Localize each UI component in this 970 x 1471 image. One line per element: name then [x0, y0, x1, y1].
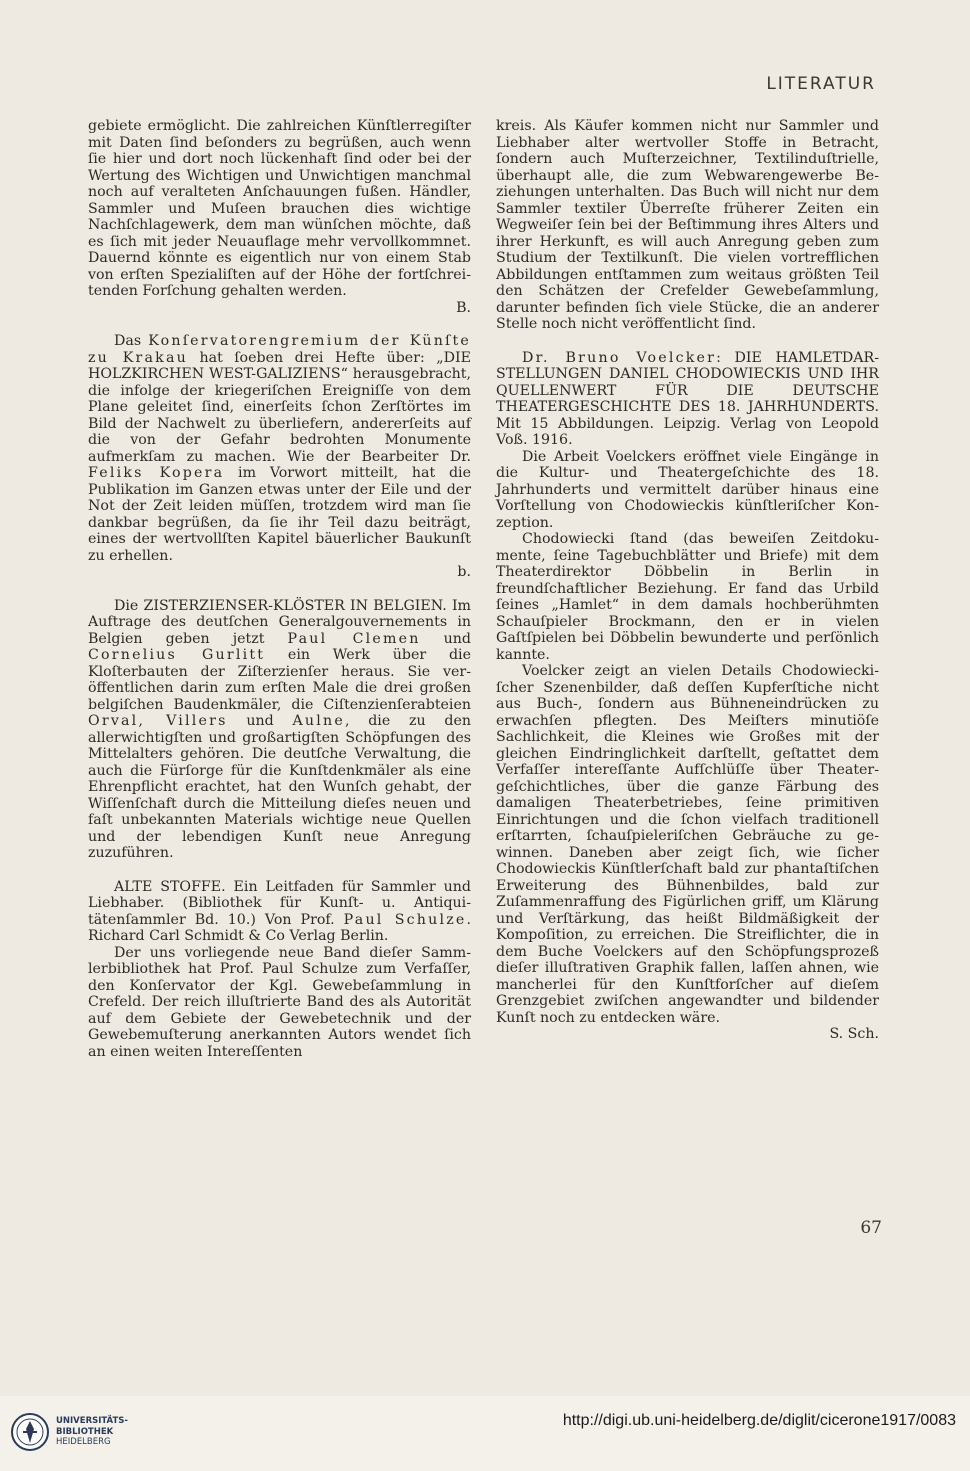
running-title: LITERATUR [766, 74, 876, 94]
paragraph-alte-stoffe-title: ALTE STOFFE. Ein Leitfaden für Sammler und Liebhaber. (Bibliothek für Kunſt- u. Antiquitätenſammler Bd. 10.) Von Prof. Paul Schulze. Richard Carl Schmidt & Co Verlag Berlin. [88, 878, 471, 944]
left-column [88, 118, 471, 1060]
signature-s-sch: S. Sch. [829, 1026, 879, 1042]
spaced-author-clemen: Paul Clemen [287, 630, 421, 647]
spaced-author-voelcker: Dr. Bruno Voelcker [522, 349, 717, 366]
source-url-link[interactable]: http://digi.ub.uni-heidelberg.de/diglit/cicerone1917/0083 [562, 1412, 956, 1429]
paragraph-kuenstlerregister: gebiete ermöglicht. Die zahlreichen Künſtlerregiſter mit Daten ſind beſonders zu begrüßen, auch wenn ſie hier und dort noch lückenhaft ſind oder bei der Wertung des Wichtigen und Unwichtigen manchmal noch auf veralteten Anſchauungen fußen. Händler, Sammler und Muſeen brauchen dies wichtige Nachſchlagewerk, dem man wünſchen möchte, daß es ſich mit jeder Neuauflage mehr vervollkommnet. Dauernd könnte es eigentlich nur von einem Stab von erſten Spezialiſten auf der Höhe der fortſchreitenden Forſchung gehalten werden. [88, 118, 471, 299]
paragraph-zisterzienser: Die ZISTERZIENSER-KLÖSTER IN BELGIEN. Im Auftrage des deutſchen Generalgouvernements in Belgien geben jetzt Paul Clemen und Cornelius Gurlitt ein Werk über die Kloſterbauten der Ziſterzienſer heraus. Sie veröffentlichen darin zum erſten Male die drei großen belgiſchen Baudenkmäler, die Ciſtenzienſerabteien Orval, Villers und Aulne, die zu den allerwichtigſten und großartigſten Schöpfungen des Mittelalters gehören. Die deutſche Verwaltung, die auch die Fürſorge für die Kunſtdenkmäler als eine Ehrenpflicht erachtet, hat den Wunſch gehabt, der Wiſſenſchaft durch die Mitteilung dieſes neuen und faſt unbekannten Materials wichtige neue Quellen und der lebendigen Kunſt neue Anregung zuzuführen. [88, 597, 472, 861]
paragraph-hamlet-title: Dr. Bruno Voelcker: DIE HAMLETDARSTELLUNGEN DANIEL CHODOWIECKIS UND IHR QUELLENWERT FÜR DIE DEUTSCHE THEATERGESCHICHTE DES 18. JAHRHUNDERTS. Mit 15 Abbildungen. Leipzig. Verlag von Leopold Voß. 1916. [496, 349, 880, 448]
institution-line-2: BIBLIOTHEK [56, 1426, 114, 1437]
paragraph-voelcker-intro: Die Arbeit Voelckers eröffnet viele Eingänge in die Kultur- und Theatergeſchichte des 18. Jahrhunderts und vermittelt darüber hinaus eine Vorſtellung von Chodowieckis künſtleriſcher Konzeption. [496, 448, 879, 531]
paragraph-voelcker-details: Voelcker zeigt an vielen Details Chodowieckiſcher Szenenbilder, daß deſſen Kupferſtiche nicht aus Buch-, ſondern aus Bühneneindrücken zu erwachſen pflegten. Des Meiſters minutiöſe Sachlichkeit, die Kleines wie Großes mit der gleichen Eindringlichkeit darſtellt, geſtattet dem Verfaſſer intereſſante Aufſchlüſſe über Theatergeſchichtliches, über die ganze Färbung des damaligen Theaterbetriebes, ſeine primitiven Einrichtungen und die ſchon vielfach traditionell erſtarrten, ſchauſpieleriſchen Gebräuche zu gewinnen. Daneben aber zeigt ſich, wie ſicher Chodowieckis Künſtlerſchaft bald zur phantaſtiſchen Erweiterung des Bühnenbildes, bald zur Zuſammenraffung des Figürlichen griff, um Klärung und Verſtärkung, das heißt Bildmäßigkeit der Kompoſition, zu erreichen. Die Streiflichter, die in dem Buche Voelckers auf den Schöpfungsprozeß dieſer illuſtrativen Graphik fallen, laſſen ahnen, wie mancherlei für den Kunſtforſcher auf dieſem Grenzgebiet zwiſchen angewandter und bildender Kunſt noch zu entdecken wäre. [496, 663, 879, 1026]
institution-name [56, 1416, 128, 1448]
paragraph-chodowiecki-doebbelin: Chodowiecki ſtand (das beweiſen Zeitdokumente, ſeine Tagebuchblätter und Briefe) mit dem Theaterdirektor Döbbelin in Berlin in freundſchaftlicher Beziehung. Er fand das Urbild ſeines „Hamlet“ in dem damals hochberühmten Schauſpieler Brockmann, den er in vielen Gaſtſpielen bei Döbbelin bewunderte und perſönlich kannte. [496, 531, 879, 663]
right-column [496, 118, 879, 1043]
spaced-organization: Konſervatorengremium der Künſte zu Krakau [88, 333, 471, 366]
spaced-author-gurlitt: Cornelius Gurlitt [88, 647, 266, 663]
signature-b-upper: B. [456, 299, 471, 316]
institution-line-1: UNIVERSITÄTS- [56, 1416, 128, 1426]
signature-b-lower: b. [457, 564, 471, 580]
page-number: 67 [860, 1218, 882, 1238]
spaced-abbey-aulne: Aulne [292, 713, 345, 729]
paragraph-holzkirchen: Das Konſervatorengremium der Künſte zu Krakau hat ſoeben drei Hefte über: „DIE HOLZKIRCHEN WEST-GALIZIENS“ herausgebracht, die infolge der kriegeriſchen Ereigniſſe von dem Plane geleitet ſind, einerſeits ſchon Zerſtörtes im Bild der Nachwelt zu überliefern, andererſeits auf die von der Gefahr bedrohten Monumente aufmerkſam zu machen. Wie der Bearbeiter Dr. Feliks Kopera im Vorwort mitteilt, hat die Publikation im Ganzen etwas unter der Eile und der Not der Zeit leiden müſſen, trotzdem wird man ſie dankbar begrüßen, da ſie ihr Teil dazu beiträgt, eines der wertvollſten Kapitel bäuerlicher Baukunſt zu erhellen. [88, 333, 471, 564]
paragraph-alte-stoffe-continued: kreis. Als Käufer kommen nicht nur Sammler und Liebhaber alter wertvoller Stoffe in Betracht, ſondern auch Muſterzeichner, Textilinduſtrielle, überhaupt alle, die zum Webwarengewerbe Beziehungen unterhalten. Das Buch will nicht nur dem Sammler textiler Überreſte früherer Zeiten ein Wegweiſer ſein bei der Beſtimmung ihres Alters und ihrer Herkunft, es will auch Anregung geben zum Studium der Textilkunſt. Die vielen vortrefflichen Abbildungen entſtammen zum weitaus größten Teil den Schätzen der Crefelder Gewebeſammlung, darunter befinden ſich viele Stücke, die an anderer Stelle noch nicht veröffentlicht ſind. [496, 118, 879, 332]
footer [0, 1396, 970, 1471]
institution-line-3: HEIDELBERG [56, 1437, 111, 1447]
university-seal-icon [10, 1412, 50, 1452]
spaced-author-kopera: Feliks Kopera [88, 465, 225, 481]
paragraph-alte-stoffe-review: Der uns vorliegende neue Band dieſer Sammlerbibliothek hat Prof. Paul Schulze zum Verfaſſer, den Konſervator der Kgl. Gewebeſammlung in Crefeld. Der reich illuſtrierte Band des als Autorität auf dem Gebiete der Gewebetechnik und der Gewebemuſterung anerkannten Autors wendet ſich an einen weiten Intereſſenten [88, 944, 471, 1060]
spaced-abbey-names: Orval, Villers [88, 713, 228, 729]
spaced-author-schulze: Paul Schulze [343, 911, 467, 928]
